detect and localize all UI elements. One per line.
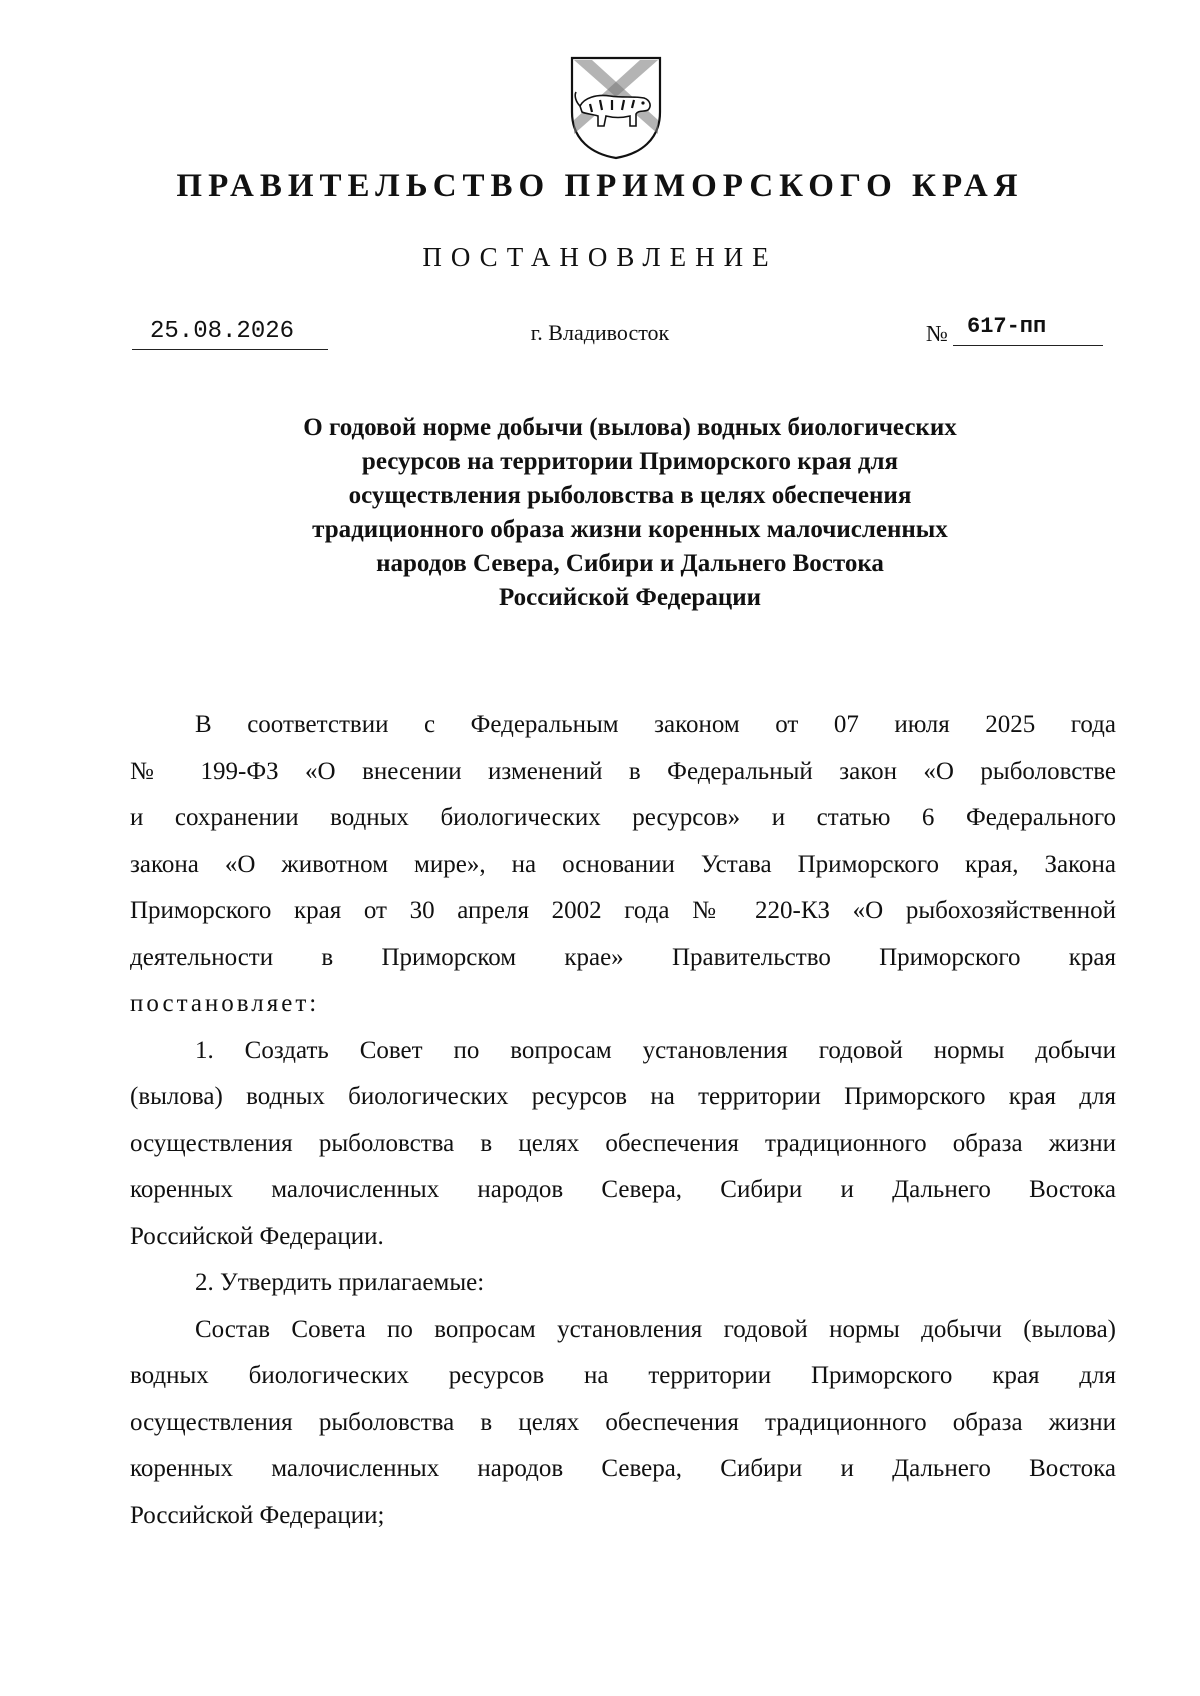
document-number-label: №: [926, 321, 948, 346]
document-body: [130, 702, 1116, 1539]
body-line: коренных малочисленных народов Севера, Сибири и Дальнего Востока: [130, 1455, 1116, 1482]
heading-line: народов Севера, Сибири и Дальнего Востока: [376, 550, 884, 577]
body-line: 2. Утвердить прилагаемые:: [195, 1269, 485, 1296]
heading-line: ресурсов на территории Приморского края для: [361, 448, 899, 475]
body-line: Российской Федерации.: [130, 1222, 384, 1250]
body-line: № 199-ФЗ «О внесении изменений в Федеральный закон «О рыболовстве: [130, 757, 1116, 785]
heading-line: Российской Федерации: [498, 584, 762, 611]
heading-line: О годовой норме добычи (вылова) водных биологических: [303, 414, 957, 441]
body-line-decree-verb: постановляет:: [130, 990, 320, 1017]
body-line: 1. Создать Совет по вопросам установления годовой нормы добычи: [195, 1036, 1116, 1064]
body-line: Приморского края от 30 апреля 2002 года № 220-КЗ «О рыбохозяйственной: [130, 897, 1116, 924]
body-line: закона «О животном мире», на основании Устава Приморского края, Закона: [130, 850, 1116, 878]
document-number: 617-пп: [953, 314, 1103, 346]
government-title: ПРАВИТЕЛЬСТВО ПРИМОРСКОГО КРАЯ: [176, 168, 1024, 204]
document-heading: [200, 411, 1060, 615]
body-line: (вылова) водных биологических ресурсов на территории Приморского края для: [130, 1083, 1116, 1110]
body-line: В соответствии с Федеральным законом от 07 июля 2025 года: [195, 711, 1116, 738]
body-line: коренных малочисленных народов Севера, Сибири и Дальнего Востока: [130, 1176, 1116, 1203]
primorsky-krai-coat-of-arms-icon: [566, 54, 666, 160]
document-type: ПОСТАНОВЛЕНИЕ: [422, 242, 778, 272]
body-line: водных биологических ресурсов на территории Приморского края для: [130, 1362, 1116, 1389]
body-line: Состав Совета по вопросам установления годовой нормы добычи (вылова): [195, 1315, 1116, 1343]
body-line: осуществления рыболовства в целях обеспечения традиционного образа жизни: [130, 1129, 1116, 1157]
body-line: осуществления рыболовства в целях обеспечения традиционного образа жизни: [130, 1408, 1116, 1436]
body-line: и сохранении водных биологических ресурсов» и статью 6 Федерального: [130, 804, 1116, 831]
heading-line: традиционного образа жизни коренных малочисленных: [312, 516, 948, 543]
body-line: деятельности в Приморском крае» Правительство Приморского края: [130, 943, 1116, 971]
document-city: г. Владивосток: [530, 320, 670, 345]
body-line: Российской Федерации;: [130, 1501, 385, 1529]
heading-line: осуществления рыболовства в целях обеспечения: [348, 482, 912, 509]
document-date: 25.08.2026: [132, 318, 328, 350]
